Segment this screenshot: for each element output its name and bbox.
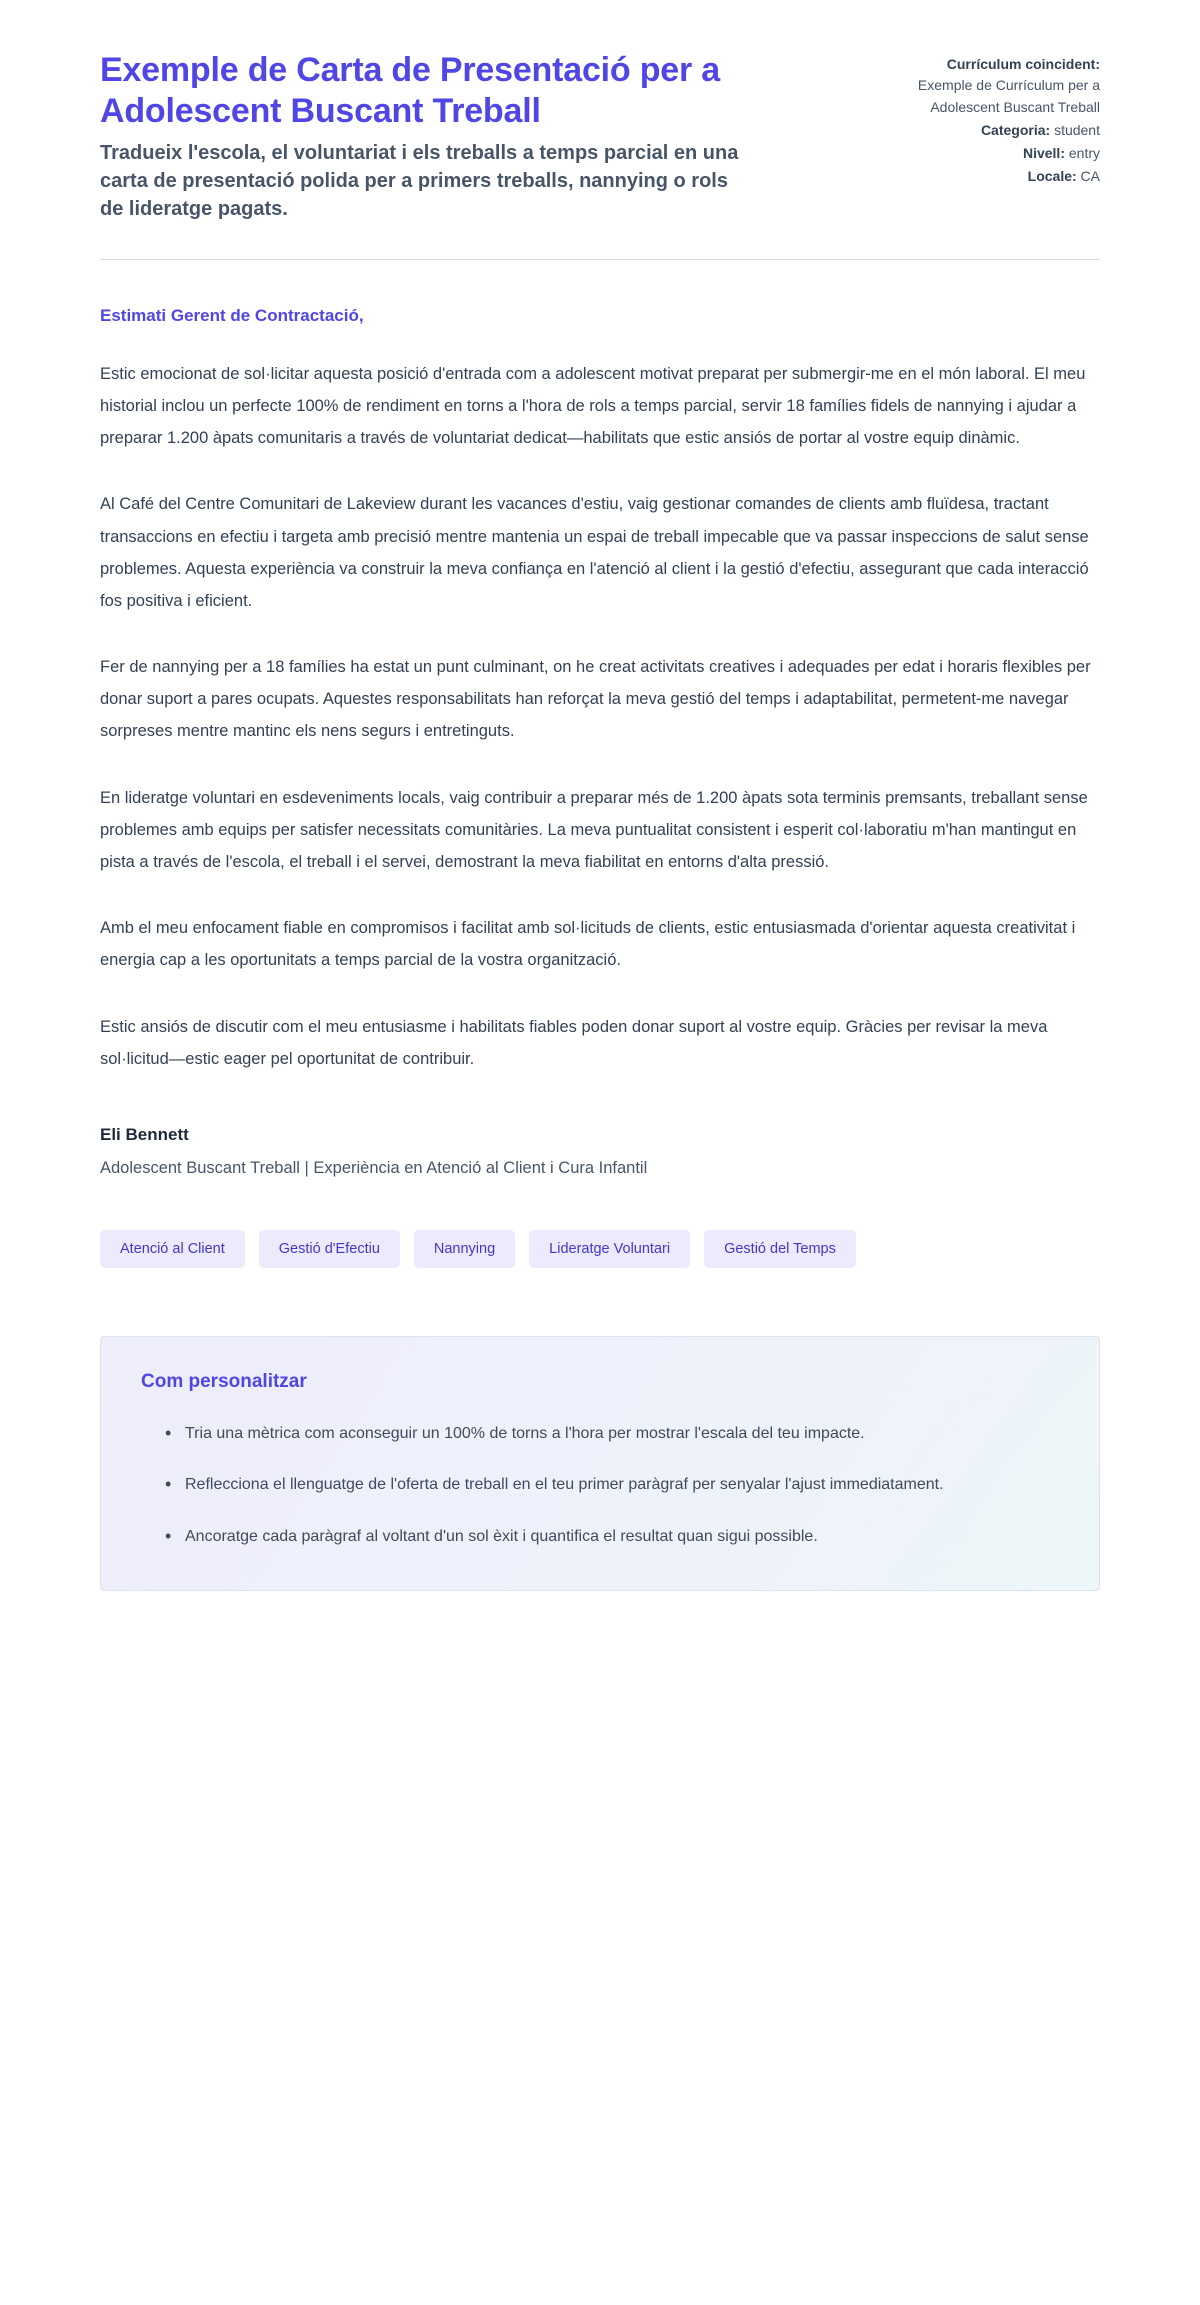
signature-name: Eli Bennett (100, 1124, 189, 1144)
meta-category (855, 120, 1100, 141)
meta-category-label: Categoria: (980, 121, 1051, 138)
skill-tag[interactable]: Lideratge Voluntari (529, 1230, 690, 1268)
page-header (100, 50, 1100, 259)
meta-matching-resume-label: Currículum coincident: (946, 56, 1100, 72)
header-text-block (100, 50, 740, 223)
header-divider (100, 259, 1100, 260)
tips-title: Com personalitzar (141, 1370, 307, 1392)
tips-list-item: • Tria una mètrica com aconseguir un 100% de torns a l'hora per mostrar l'escala del teu impacte. (165, 1419, 1059, 1449)
page-title: Exemple de Carta de Presentació per a Adolescent Buscant Treball (100, 51, 720, 131)
meta-matching-resume-value: Exemple de Currículum per a Adolescent Buscant Treball (917, 77, 1100, 115)
letter-paragraph: Estic ansiós de discutir com el meu entusiasme i habilitats fiables poden donar suport al vostre equip. Gràcies per revisar la meva sol·licitud—estic eager pel oportunitat de contribuir. (100, 1017, 1048, 1068)
meta-locale-value: CA (1080, 168, 1100, 185)
meta-locale-label: Locale: (1027, 168, 1077, 185)
meta-category-value: student (1054, 121, 1100, 138)
tips-list-item: • Reflecciona el llenguatge de l'oferta de treball en el teu primer paràgraf per senyalar l'ajust immediatament. (165, 1470, 1059, 1500)
meta-locale (855, 166, 1100, 187)
page-subtitle: Tradueix l'escola, el voluntariat i els treballs a temps parcial en una carta de presentació polida per a primers treballs, nannying o rols de lideratge pagats. (100, 141, 739, 220)
skill-tag[interactable]: Nannying (414, 1230, 515, 1268)
skill-tag[interactable]: Gestió del Temps (704, 1230, 856, 1268)
letter-paragraph: En lideratge voluntari en esdeveniments locals, vaig contribuir a preparar més de 1.200 àpats sota terminis premsants, treballant sense problemes amb equips per satisfer necessitats comunitàries. La meva puntualitat consistent i esperit col·laboratiu m'han mantingut en pista a través de l'escola, el treball i el servei, demostrant la meva fiabilitat en entorns d'alta pressió. (100, 788, 1088, 871)
meta-matching-resume (855, 54, 1100, 118)
letter-salutation: Estimati Gerent de Contractació, (100, 305, 364, 325)
tips-list-item: • Ancoratge cada paràgraf al voltant d'un sol èxit i quantifica el resultat quan sigui possible. (165, 1522, 1059, 1552)
signature-block (100, 1125, 1100, 1178)
document-metadata (855, 50, 1100, 190)
skill-tag[interactable]: Atenció al Client (100, 1230, 245, 1268)
customization-tips-callout (100, 1336, 1100, 1591)
letter-paragraphs (100, 358, 1100, 1075)
tips-list (141, 1419, 1059, 1552)
letter-paragraph: Amb el meu enfocament fiable en compromisos i facilitat amb sol·licituds de clients, estic entusiasmada d'orientar aquesta creativitat i energia cap a les oportunitats a temps parcial de la vostra organització. (100, 919, 1076, 970)
meta-level-value: entry (1068, 145, 1100, 162)
signature-role: Adolescent Buscant Treball | Experiència en Atenció al Client i Cura Infantil (100, 1158, 648, 1177)
skill-tag[interactable]: Gestió d'Efectiu (259, 1230, 400, 1268)
meta-level-label: Nivell: (1022, 145, 1065, 162)
meta-level (855, 143, 1100, 164)
letter-paragraph: Al Café del Centre Comunitari de Lakeview durant les vacances d'estiu, vaig gestionar comandes de clients amb fluïdesa, tractant transaccions en efectiu i targeta amb precisió mentre mantenia un espai de treball impecable que va passar inspeccions de salut sense problemes. Aquesta experiència va construir la meva confiança en l'atenció al client i la gestió d'efectiu, assegurant que cada interacció fos positiva i eficient. (100, 495, 1089, 610)
letter-paragraph: Fer de nannying per a 18 famílies ha estat un punt culminant, on he creat activitats creatives i adequades per edat i horaris flexibles per donar suport a pares ocupats. Aquestes responsabilitats han reforçat la meva gestió del temps i adaptabilitat, permetent-me navegar sorpreses mentre mantinc els nens segurs i entretinguts. (100, 658, 1091, 741)
cover-letter-body (100, 306, 1100, 1075)
letter-paragraph: Estic emocionat de sol·licitar aquesta posició d'entrada com a adolescent motivat preparat per submergir-me en el món laboral. El meu historial inclou un perfecte 100% de rendiment en torns a l'hora de rols a temps parcial, servir 18 famílies fidels de nannying i ajudar a preparar 1.200 àpats comunitaris a través de voluntariat dedicat—habilitats que estic ansiós de portar al vostre equip dinàmic. (100, 364, 1086, 448)
skill-tag-list (100, 1230, 1100, 1268)
